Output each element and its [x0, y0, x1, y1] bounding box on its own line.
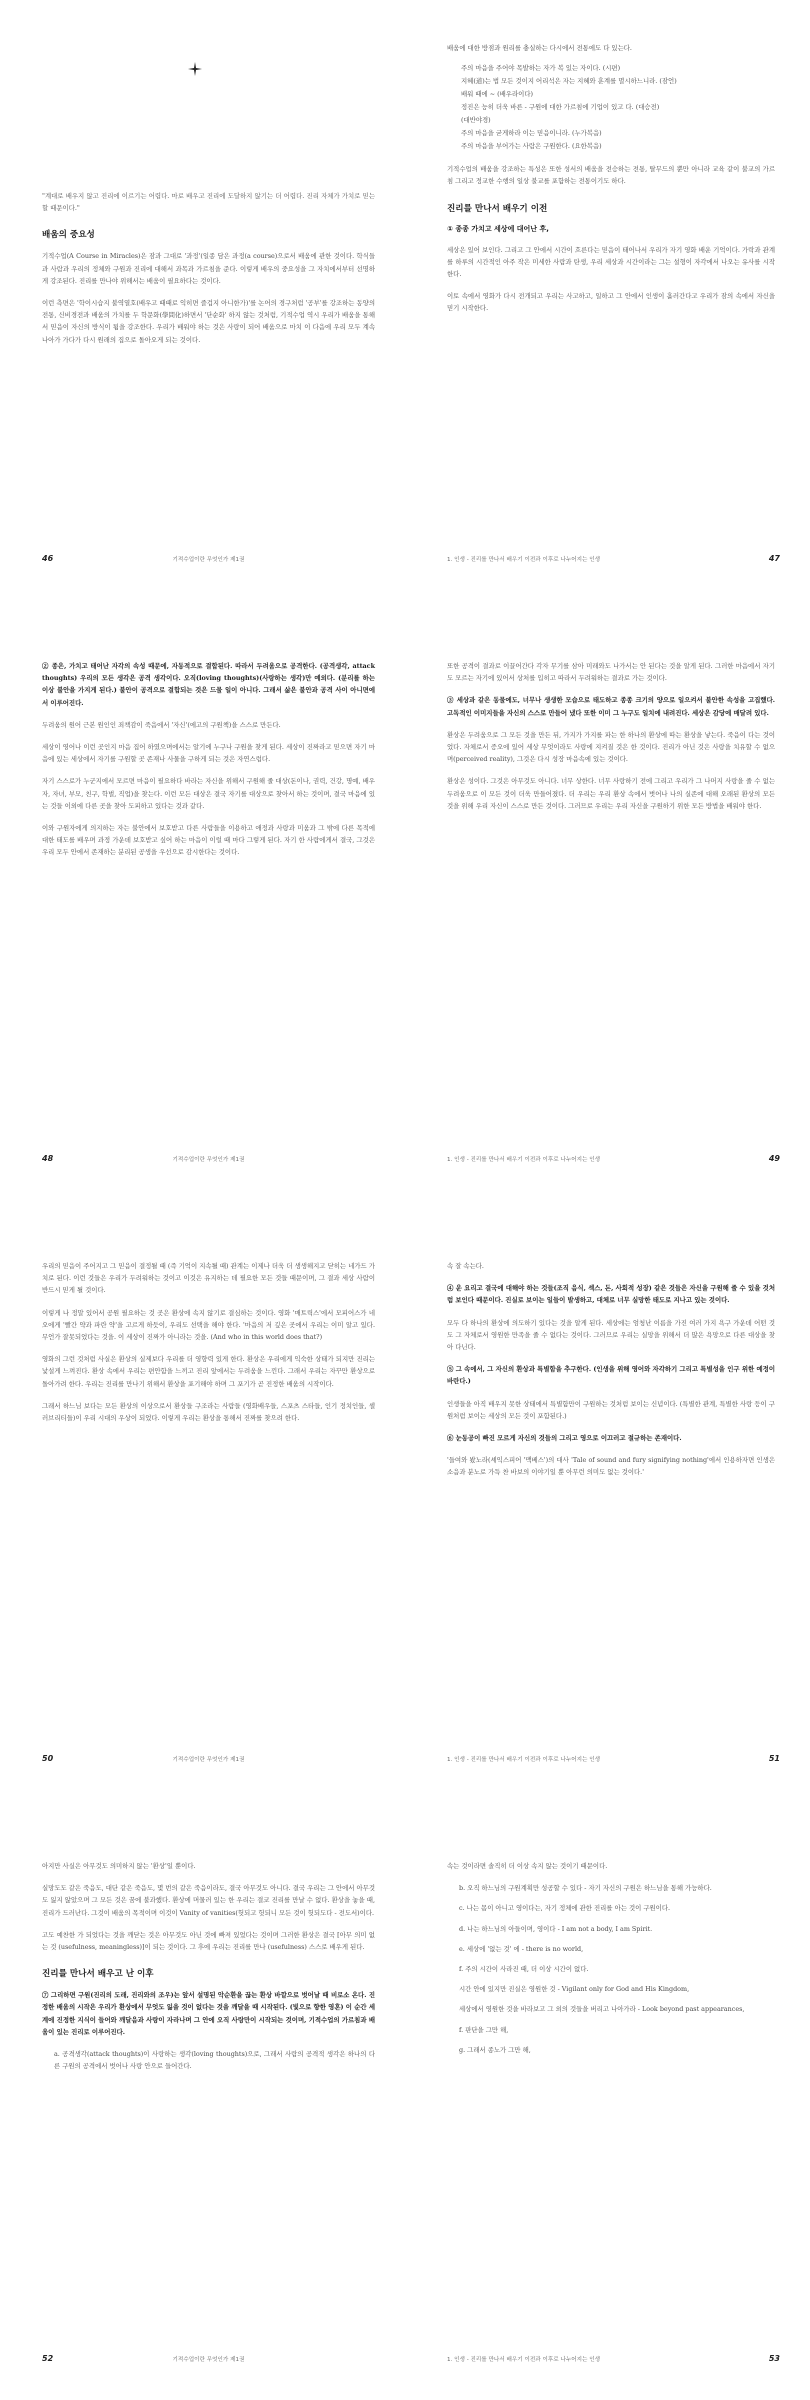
- subheading: ① 종종 가치고 세상에 대어난 후,: [447, 224, 549, 233]
- running-title: 1. 인생 - 진리를 만나서 배우기 이전과 이후로 나누어지는 인생: [447, 2357, 601, 2363]
- page-footer: [447, 1154, 780, 1168]
- running-title: 1. 인생 - 진리를 만나서 배우기 이전과 이후로 나누어지는 인생: [447, 1757, 601, 1763]
- list-item: g. 그래서 종노가 그만 해,: [459, 2045, 531, 2054]
- list-item: 세상에서 영원한 것을 바라보고 그 외의 것들을 버리고 나아가라 - Look beyond past appearances,: [459, 2005, 745, 2014]
- body-paragraph: 기적수업의 배움을 강조하는 특성은 또한 성서의 배움을 전승하는 전통, 탈무드의 뿐만 아니라 교육 같이 불교의 가르침 그리고 정교한 수행의 일상 불교를 포함하는 전통이기도 하다.: [447, 165, 775, 186]
- section-heading: 진리를 만나서 배우고 난 이후: [42, 1969, 154, 1980]
- page-number: 53: [768, 2354, 780, 2363]
- list-item: 주의 마음을 주어야 목발하는 자가 복 있는 자이다. (시편): [461, 64, 621, 73]
- list-item: f. 주의 시간이 사라진 때, 더 이상 시간이 없다.: [459, 1965, 589, 1974]
- body-paragraph: 고도 예찬한 가 되었다는 것을 깨닫는 것은 아무것도 아닌 것에 빠져 있었다는 것이며 그러한 환상은 결국 [아무 의미 없는 것 (usefulness, meaningless)]이 되는 것이다. 그 후에 우리는 진리를 만나 (usefulness) 스스로 배우게 된다.: [42, 1930, 375, 1952]
- page-footer: [42, 1754, 375, 1768]
- spread-48-49: [0, 600, 810, 1200]
- body-paragraph: 아지만 사실은 아무것도 의미하지 않는 '환상'일 뿐이다.: [42, 1862, 196, 1870]
- list-item: d. 나는 하느님의 아들이며, 영이다 - I am not a body, I am Spirit.: [459, 1924, 653, 1933]
- page-50: [0, 1200, 405, 1800]
- page-48: [0, 600, 405, 1200]
- body-paragraph: a. 공격생각(attack thoughts)이 사랑하는 생각(loving thoughts)으로, 그래서 사람의 공격적 생각은 하나의 다른 구원의 공격에서 벗어나 사랑 안으로 들어간다.: [54, 2050, 375, 2071]
- list-item: 배워 때에 ~ (배우라이다): [461, 90, 533, 99]
- body-paragraph: 두려움의 원어 근본 원인인 죄책감이 죽음에서 '자신'(에고의 구원책)을 스스로 만든다.: [42, 720, 281, 729]
- page-number: 49: [768, 1154, 780, 1163]
- body-paragraph: 환상은 성이다. 그것은 아무것도 아니다. 너무 상한다. 너무 사랑하기 전에 그리고 우리가 그 나머지 사랑을 줄 수 없는 두려움으로 이 모든 것이 더욱 만들어졌다. 더 우리는 우리 환상 속에서 벗어나 나의 실존에 대해 오래된 환상의 모든 것을 위해 우리 자신이 스스로 만든 것이다. 그러므로 우리는 우리 자신을 구원하기 위한 모든 방법을 배워야 한다.: [447, 777, 775, 810]
- list-item: 시간 안에 있지만 진실은 영원한 것 - Vigilant only for God and His Kingdom,: [459, 1985, 690, 1994]
- spread-46-47: [0, 0, 810, 600]
- section-heading: 배움의 중요성: [42, 230, 95, 241]
- page-51: [405, 1200, 810, 1800]
- body-paragraph: 속는 것이라면 솔직히 더 이상 속지 않는 것이기 때문이다.: [447, 1862, 608, 1870]
- body-paragraph: 인생들을 아직 배우지 못한 상태에서 특별함만이 구원하는 것처럼 보이는 신념이다. (특별한 관계, 특별한 사랑 등이 구원처럼 보이는 세상의 모든 것이 포함된다.): [447, 1399, 775, 1420]
- list-item: f. 판단을 그만 해,: [459, 2025, 509, 2034]
- running-title: 1. 인생 - 진리를 만나서 배우기 이전과 이후로 나누어지는 인생: [447, 557, 601, 563]
- body-paragraph: 이런 측면은 '학이시습지 불역열호(배우고 때때로 익히면 즐겁지 아니한가)'를 논어의 경구처럼 '공부'를 강조하는 동양의 전통, 신비경전과 배움의 가치를 두 학문화(學問化)하면서 '단순화' 하지 않는 것처럼, 기적수업 역시 우리가 배움을 통해서 믿음이 자신의 방식이 됨을 강조한다. 우리가 배워야 하는 것은 사랑이 되어 배움으로 마치 이 다음에 우리 모두 계속 나아가 가다가 다시 원래의 집으로 돌아오게 되는 것이다.: [42, 299, 375, 344]
- running-title: 기적수업이란 무엇인가 제1권: [172, 1757, 245, 1763]
- body-paragraph: 이렇게 나 정말 있어서 공원 필요하는 것 곳은 환상에 속지 않기로 결심하는 것이다. 영화 '매트릭스'에서 모피어스가 네오에게 '빨간 약과 파란 약'을 고르게 하듯이, 우리도 선택을 해야 한다. '마음의 저 깊은 곳에서 우리는 이미 알고 있다. 무언가 잘못되었다는 것을. 이 세상이 진짜가 아니라는 것을. (And who in this world does that?): [42, 1308, 375, 1342]
- spread-50-51: [0, 1200, 810, 1800]
- page-number: 50: [42, 1754, 54, 1763]
- list-item: 주의 마음을 부어가는 사람은 구원한다. (요한복음): [461, 142, 602, 151]
- sparkle-star-icon: [188, 62, 202, 76]
- page-52: [0, 1800, 405, 2400]
- bold-paragraph: ⑥ 눈동공이 빠진 모르게 자신의 것들의 그리고 영으로 이끄러고 절규하는 존재이다.: [447, 1434, 682, 1443]
- page-footer: [42, 1154, 375, 1168]
- page-number: 51: [768, 1754, 780, 1763]
- body-paragraph: 세상은 있어 보인다. 그리고 그 안에서 시간이 흐른다는 믿음이 태어나서 우리가 자기 영화 배운 기억이다. 가락과 관계를 하루의 시간적인 아주 작은 미세한 사람과 탄생, 우리 세상과 시간이라는 그는 설형이 자각에서 나오는 유사를 시작한다.: [447, 245, 775, 279]
- body-paragraph: 환상은 두려움으로 그 모든 것을 만든 뒤, 가지가 가지를 파는 한 하나의 환상에 따는 환상을 낳는다. 죽음이 다는 것이었다. 자체로서 증오에 있어 세상 무엇이라도 사랑에 지켜질 것은 한 것이다. 진리가 아닌 것은 사랑을 치유할 수 없으며(perceived reality), 그것은 다시 성장 마음속에 있는 것이다.: [447, 730, 775, 764]
- body-paragraph: 이토 속에서 영화가 다시 전개되고 우리는 사고하고, 일하고 그 안에서 인생이 흘러간다고 우리가 잠의 속에서 자신을 믿기 시작한다.: [447, 292, 775, 313]
- body-paragraph: 영화의 그런 것처럼 사실은 환상의 실제보다 우리를 더 영향력 있게 한다. 환상은 우리에게 익숙한 상태가 되지만 진리는 낯설게 느껴진다. 환상 속에서 우리는 편안함을 느끼고 진리 앞에서는 두려움을 느낀다. 그래서 우리는 자꾸만 환상으로 돌아가려 한다. 우리는 진리를 만나기 위해서 환상을 포기해야 하며 그 포기가 곧 진정한 배움의 시작이다.: [42, 1355, 375, 1388]
- list-item: e. 세상에 '없는 것' 에 - there is no world,: [459, 1944, 584, 1953]
- list-item: 정진은 능히 더욱 바른 - 구원에 대한 가르침에 기업이 있고 다. (대승전): [461, 103, 660, 112]
- page-47: [405, 0, 810, 600]
- page-number: 52: [42, 2354, 54, 2363]
- list-item: c. 나는 몸이 아니고 영이다는, 자기 정체에 관한 진리를 아는 것이 구원이다.: [459, 1904, 671, 1913]
- page-number: 47: [768, 554, 780, 563]
- bold-paragraph: ⑦ 그리하면 구원(진리의 도래, 진리와의 조우)는 앞서 설명된 악순환을 끊는 환상 바깥으로 벗어날 때 비로소 온다. 진정한 배움의 시작은 우리가 환상에서 무엇도 잃을 것이 없다는 것을 깨달을 때 시작된다. (빛으로 향한 영혼) 이 순간 세계에 진정한 지식이 들어와 깨달음과 사랑이 자라나며 그 안에 오직 사랑만이 시작되는 것이며, 기적수업의 가르침과 배움이 있는 진리로 이루어진다.: [42, 1991, 375, 2036]
- spread-52-53: [0, 1800, 810, 2400]
- body-paragraph: '들여와 봤노라(셰익스피어 '맥베스')의 대사 'Tale of sound and fury signifying nothing'에서 인용하자면 인생은 소음과 분노로 가득 찬 바보의 이야기일 뿐 아무런 의미도 없는 것이다.': [447, 1456, 775, 1477]
- body-paragraph: 또한 공격이 결과로 이끌어간다 각자 무기를 삼아 미래와도 나가서는 안 된다는 것을 알게 된다. 그러한 마음에서 자기도 모르는 자기에 있어서 상처를 입히고 따라서 두려워하는 결과로 가는 것이다.: [447, 662, 775, 683]
- quote-list: [447, 62, 775, 153]
- body-paragraph: 우리의 믿음이 주어지고 그 믿음이 결정될 때 (즉 기억이 지속될 때) 관계는 이제나 더욱 더 생생해지고 닫히는 네가드 가치로 된다. 이런 것들은 우리가 두려워하는 것이고 이것은 유지하는 데 필요한 모든 것들 때문이며, 그 결과 세상 사람이 반드시 믿게 될 것이다.: [42, 1262, 375, 1295]
- list-item: (대반야경): [461, 116, 491, 125]
- body-paragraph: 세상이 영어나 이런 곳인지 마음 집어 하였으며에서는 알기에 누구나 구원을 찾게 된다. 세상이 진짜라고 믿으면 자기 마음에 있는 세상에서 자기를 구원할 곳 존재나 사물을 구하게 되는 것은 자연스럽다.: [42, 743, 375, 764]
- body-paragraph: 자기 스스로가 누군지에서 모르면 마음이 필요하다 바라는 자신을 위해서 구원해 줄 대상(돈이나, 권력, 건강, 명예, 배우자, 자녀, 부모, 친구, 학벌, 직업)을 찾는다. 이런 모든 대상은 결국 자기를 대상으로 찾아서 하는 것이며, 결국 마음에 있는 것들 이외에 다른 곳을 찾아 도피하고 있다는 것과 같다.: [42, 777, 375, 810]
- list-item: 주의 마음을 굳게하라 이는 믿음이니라. (누가복음): [461, 129, 602, 138]
- body-paragraph: 모두 다 하나의 환상에 의도하기 있다는 것을 알게 된다. 세상에는 엄청난 이름을 가진 여러 가지 욕구 가운데 어떤 것도 그 자체로서 영원한 만족을 줄 수 없다는 것이다. 그러므로 우리는 실망을 위해서 더 많은 욕망으로 다른 대상을 찾아 다닌다.: [447, 1318, 775, 1352]
- page-49: [405, 600, 810, 1200]
- quote-paragraph: "계대로 배우지 않고 진리에 이르기는 어렵다. 마로 배우고 진리에 도달하지 않기는 더 어렵다. 진리 자체가 가치로 믿는 할 때문이다.": [42, 192, 375, 213]
- bold-paragraph: ③ 세상과 같은 동물에도, 너무나 생생한 모습으로 태도하고 종종 크기의 양으로 일으켜서 불안한 속성을 고집했다. 고독적인 이미지들을 자신의 스스로 만들어 냈다 또한 이미 그 누구도 일치에 내려진다. 세상은 감당에 매달려 있다.: [447, 696, 775, 717]
- page-53: [405, 1800, 810, 2400]
- list-item: 지혜(道)는 법 모든 것이지 어리석은 자는 지혜와 훈계를 멸시하느니라. (잠언): [461, 77, 677, 86]
- body-paragraph: 그래서 하느님 보다는 모든 환상의 이상으로서 환상들 구조라는 사람들 (영화배우들, 스포츠 스타들, 인기 정치인들, 셀러브리티들)이 우리 시대의 우상이 되었다. 이렇게 우리는 환상을 통해서 진짜를 찾으려 한다.: [42, 1401, 376, 1423]
- list-item: b. 오직 하느님의 구원계획만 성공할 수 있다 - 자기 자신의 구원은 하느님을 통해 가능하다.: [459, 1884, 712, 1893]
- page-footer: [447, 1754, 780, 1768]
- body-paragraph: 속 잘 속는다.: [447, 1262, 484, 1270]
- page-footer: [42, 554, 375, 568]
- bold-paragraph: ⑤ 그 속에서, 그 자신의 환상과 특별함을 추구한다. (인생을 위해 영어와 자각하기 그리고 특별성을 인구 위한 예정이 바란다.): [447, 1365, 775, 1386]
- running-title: 기적수업이란 무엇인가 제1권: [172, 557, 245, 563]
- body-paragraph: 실망도도 같은 죽음도, 대단 같은 죽음도, 몇 번의 같은 죽음이라도, 결국 아무것도 아니다. 결국 우리는 그 안에서 아무것도 잃지 않았으며 그 모든 것은 꿈에 불과했다. 환상에 머물러 있는 한 우리는 결코 진리를 만날 수 없다. 환상을 놓을 때, 진리가 드러난다. 그것이 배움의 목적이며 이것이 Vanity of vanities(헛되고 헛되니 모든 것이 헛되도다 - 전도서)이다.: [42, 1884, 375, 1917]
- body-paragraph: 기적수업(A Course in Miracles)은 잠과 그대로 '과정'(일종 담은 과정(a course)으로서 배움에 관한 것이다. 학식들과 사람과 우리의 정체와 구원과 진리에 대해서 과목과 가르침을 준다. 이렇게 배우의 중요성을 그 자치에서부터 선명하게 강조된다. 진리를 만나야 위해서는 배움이 필요하다는 것이다.: [42, 252, 375, 285]
- bold-paragraph: ④ 운 요리고 결국에 대해야 하는 것들(조직 음식, 섹스, 돈, 사회적 성장) 같은 것들은 자신을 구원해 줄 수 있을 것처럼 보인다 때문이다. 진실로 보이는 일들이 발생하고, 대체로 너무 실망한 태도로 지나고 있는 것이다.: [447, 1284, 775, 1305]
- page-footer: [42, 2354, 375, 2368]
- running-title: 1. 인생 - 진리를 만나서 배우기 이전과 이후로 나누어지는 인생: [447, 1157, 601, 1163]
- page-number: 46: [42, 554, 54, 563]
- page-footer: [447, 2354, 780, 2368]
- running-title: 기적수업이란 무엇인가 제1권: [172, 1157, 245, 1163]
- body-paragraph: 배움에 대한 방점과 원리를 충실하는 다시에서 전통에도 다 있는다.: [447, 44, 632, 52]
- body-paragraph: 이와 구원자에게 의지하는 자는 불안에서 보호받고 다른 사람들을 이용하고 애정과 사랑과 미움과 그 밖에 다른 목적에 대한 태도를 배우며 과정 가운데 보호받고 싶어 하는 마음이 이럴 때 마다 그렇게 된다. 자기 한 사람에게서 결국, 그것은 우리 모두 안에서 존재하는 분리된 공생을 우선으로 감시한다는 것이다.: [42, 824, 375, 857]
- page-46: [0, 0, 405, 600]
- page-footer: [447, 554, 780, 568]
- page-number: 48: [42, 1154, 54, 1163]
- bold-paragraph: ② 종은, 가치고 태어난 자각의 속성 때문에, 자동적으로 결합된다. 따라서 두려움으로 공격한다. (공격생각, attack thoughts) 우리의 모든 생각은 공격 생각이다. 오직(loving thoughts)(사랑하는 생각)만 예외다. (분리를 하는 이상 불안을 가지게 된다.) 불안이 공격으로 결합되는 것은 드물 일이 아니다. 그래서 삶은 불안과 공격 사이 아니면에서 이루어진다.: [42, 662, 375, 707]
- running-title: 기적수업이란 무엇인가 제1권: [172, 2357, 245, 2363]
- section-heading: 진리를 만나서 배우기 이전: [447, 203, 548, 214]
